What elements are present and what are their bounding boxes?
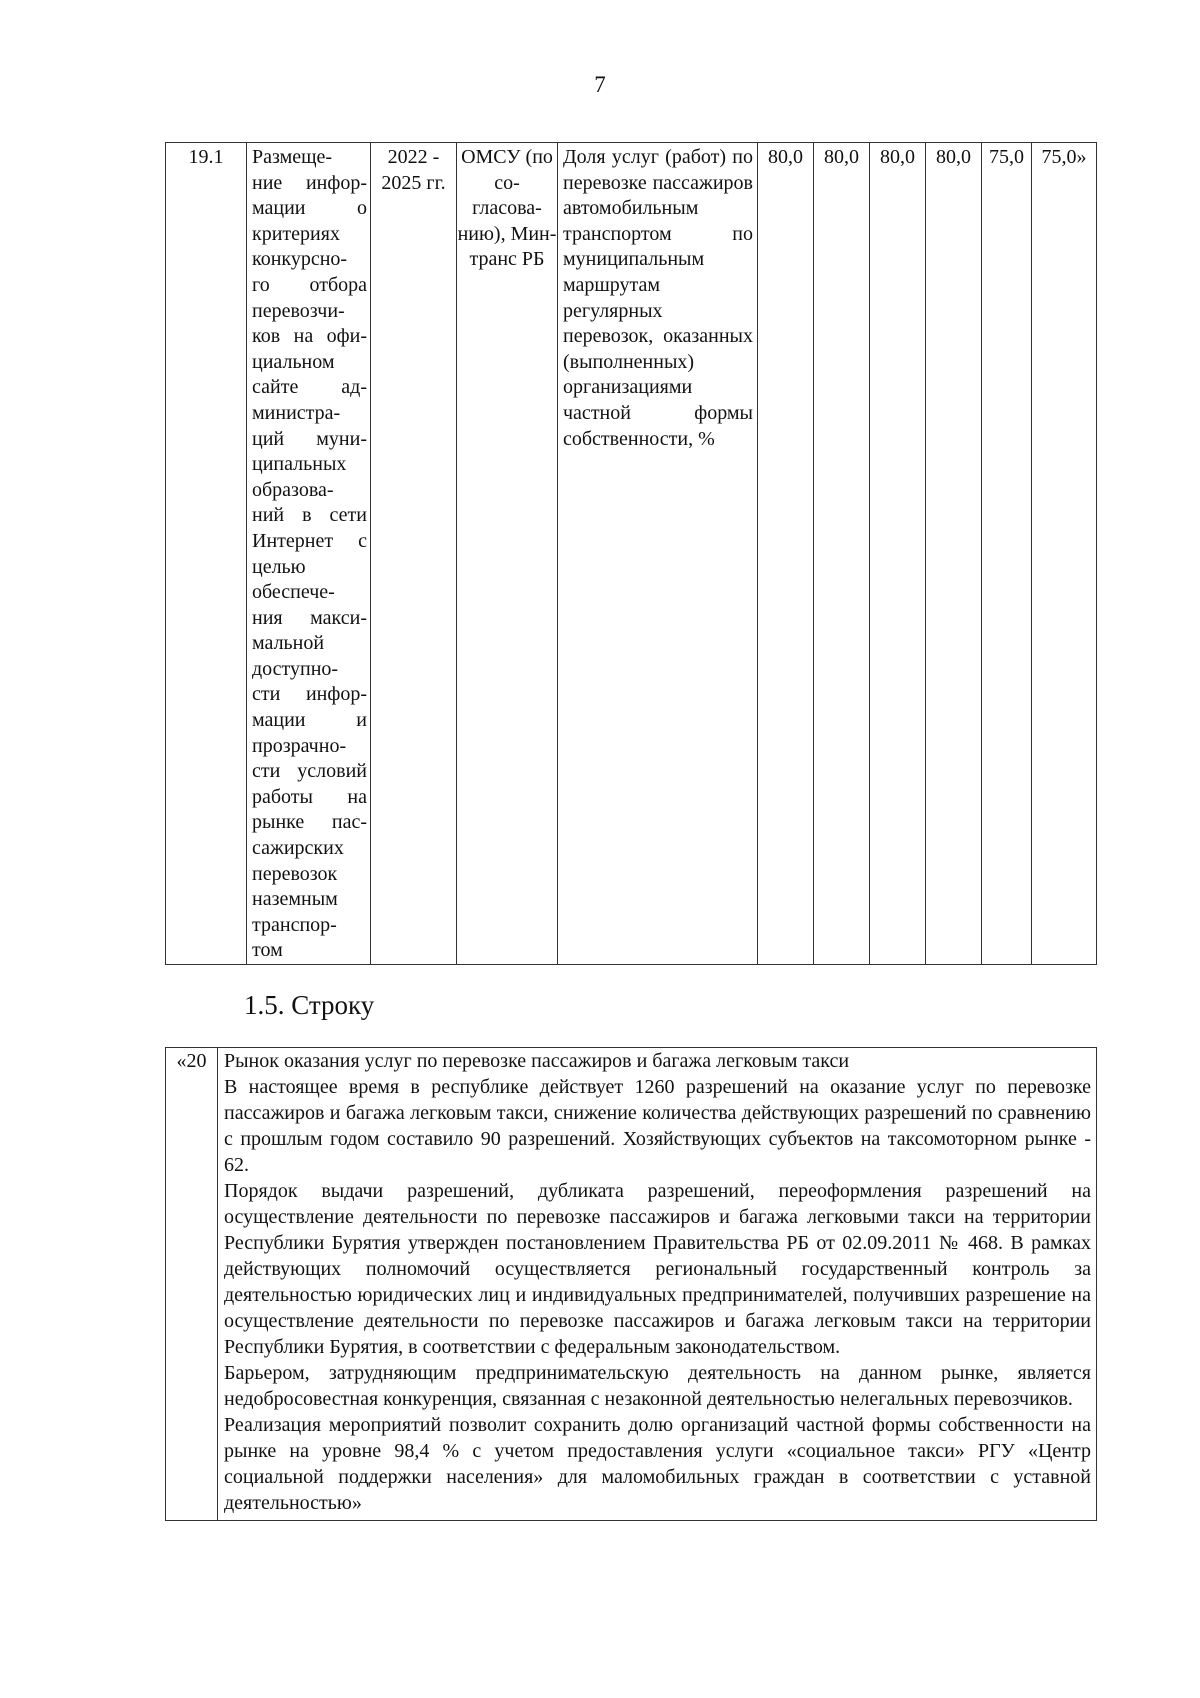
- measure-name-line: циальном: [252, 350, 335, 373]
- measure-name-line: сайте ад-: [252, 376, 367, 399]
- measure-name-line: ний в сети: [252, 504, 367, 527]
- market-title: Рынок оказания услуг по перевозке пассажиров и багажа легковым такси: [224, 1050, 850, 1072]
- measure-name-line: образова-: [252, 478, 334, 501]
- paragraph: Барьером, затрудняющим предпринимательскую деятельность на данном рынке, является недобросовестная конкуренция, связанная с незаконной деятельностью нелегальных перевозчиков.: [224, 1362, 1091, 1410]
- measure-name-line: конкурсно-: [252, 248, 348, 271]
- paragraph: В настоящее время в республике действует 1260 разрешений на оказание услуг по перевозке пассажиров и багажа легковым такси, снижение количества действующих разрешений по сравнению с прошлым годом составило 90 разрешений. Хозяйствующих субъектов на таксомоторном рынке - 62.: [224, 1076, 1091, 1176]
- value-2023: 80,0: [926, 143, 982, 965]
- period-cell: [371, 143, 457, 965]
- value-2022: 80,0: [870, 143, 926, 965]
- measure-name-line: сти условий: [252, 760, 367, 783]
- value-2020: 80,0: [758, 143, 814, 965]
- section-caption: 1.5. Строку: [244, 990, 375, 1020]
- measure-name-line: том: [252, 939, 283, 962]
- measure-name-line: перевозчи-: [252, 299, 345, 322]
- measure-name-line: ков на офи-: [252, 325, 367, 348]
- measure-name-line: сти инфор-: [252, 683, 367, 706]
- measure-name-line: целью: [252, 555, 306, 578]
- measure-name-line: критериях: [252, 222, 340, 245]
- executor-cell: [457, 143, 558, 965]
- measure-name: [247, 143, 371, 965]
- measure-name-line: Размеще-: [252, 146, 333, 168]
- measure-name-line: ния макси-: [252, 606, 367, 629]
- row-mark: «20: [166, 1048, 218, 1521]
- row-number: 19.1: [166, 143, 247, 965]
- measure-name-line: сажирских: [252, 837, 344, 860]
- indicator-cell: Доля услуг (работ) по перевозке пассажиров автомобильным транспортом по муниципальным маршрутам регулярных перевозок, оказанных (выполненных) организациями частной формы собственности, %: [558, 143, 758, 965]
- measure-name-line: рынке пас-: [252, 811, 367, 834]
- measure-name-line: мальной: [252, 632, 325, 655]
- paragraph: Реализация мероприятий позволит сохранить долю организаций частной формы собственности на рынке на уровне 98,4 % с учетом предоставления услуги «социальное такси» РГУ «Центр социальной поддержки населения» для маломобильных граждан в соответствии с уставной деятельностью»: [224, 1414, 1091, 1514]
- market-table-row-20: [165, 1047, 1097, 1521]
- measure-name-line: Интернет с: [252, 529, 367, 552]
- value-2025: 75,0»: [1032, 143, 1097, 965]
- value-2024: 75,0: [982, 143, 1032, 965]
- measure-name-line: обеспече-: [252, 581, 335, 604]
- measure-table-row-19-1: [165, 142, 1097, 965]
- table-row: [166, 143, 1097, 965]
- value-2021: 80,0: [814, 143, 870, 965]
- page-number: 7: [594, 72, 606, 97]
- period-text: 2022 - 2025 гг.: [381, 146, 446, 194]
- measure-name-line: ципальных: [252, 453, 347, 476]
- executor-text: ОМСУ (по со- гласова- нию), Мин- транс РБ: [457, 146, 557, 271]
- measure-name-line: мации о: [252, 197, 367, 220]
- market-description: [218, 1048, 1097, 1521]
- measure-name-line: наземным: [252, 888, 338, 911]
- measure-name-line: перевозок: [252, 862, 338, 885]
- measure-name-line: ние инфор-: [252, 171, 367, 194]
- measure-name-line: министра-: [252, 401, 341, 424]
- measure-name-line: прозрачно-: [252, 734, 347, 757]
- measure-name-line: работы на: [252, 785, 367, 808]
- table-row: [166, 1048, 1097, 1521]
- measure-name-line: го отбора: [252, 273, 367, 296]
- measure-name-line: доступно-: [252, 657, 339, 680]
- measure-name-line: ций муни-: [252, 427, 367, 450]
- measure-name-line: транспор-: [252, 913, 337, 936]
- measure-name-line: мации и: [252, 709, 367, 732]
- paragraph: Порядок выдачи разрешений, дубликата разрешений, переоформления разрешений на осуществление деятельности по перевозке пассажиров и багажа легковыми такси на территории Республики Бурятия утвержден постановлением Правительства РБ от 02.09.2011 № 468. В рамках действующих полномочий осуществляется региональный государственный контроль за деятельностью юридических лиц и индивидуальных предпринимателей, получивших разрешение на осуществление деятельности по перевозке пассажиров и багажа легковым такси на территории Республики Бурятия, в соответствии с федеральным законодательством.: [224, 1180, 1091, 1358]
